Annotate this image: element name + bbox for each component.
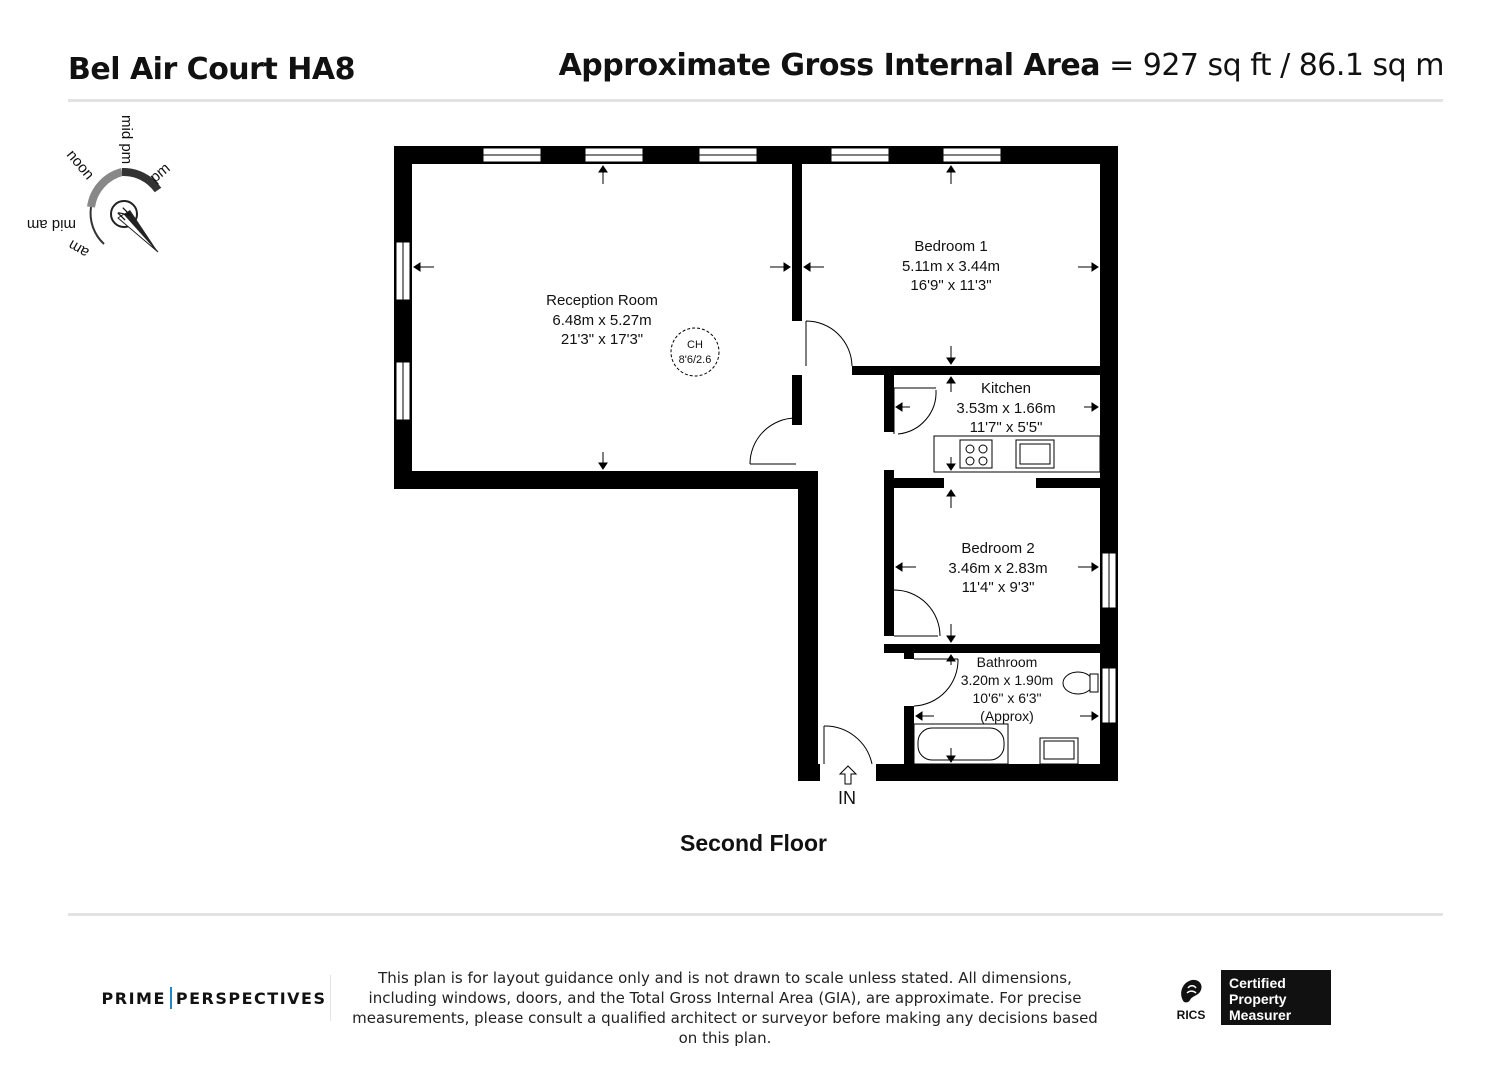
room-bathroom (961, 654, 1054, 724)
ceiling-height-marker (671, 328, 719, 376)
room-name: Bedroom 2 (961, 540, 1035, 557)
room-metric: 6.48m x 5.27m (552, 312, 652, 329)
certified-line: Measurer (1229, 1007, 1292, 1023)
brand-right: PERSPECTIVES (175, 988, 327, 1008)
room-name: Kitchen (980, 380, 1032, 397)
room-bedroom-1 (902, 238, 1000, 294)
brand-logo (98, 975, 331, 1021)
compass-label-am: am (65, 236, 92, 262)
gross-area-label: Approximate Gross Internal Area (558, 48, 1101, 83)
certified-line: Property (1229, 991, 1287, 1007)
property-title: Bel Air Court HA8 (68, 52, 355, 87)
room-note: (Approx) (980, 708, 1034, 724)
room-metric: 3.20m x 1.90m (960, 672, 1054, 688)
brand-separator (170, 987, 172, 1009)
certified-badge (1221, 970, 1331, 1025)
entrance-label: IN (838, 788, 856, 808)
toilet-icon (1063, 672, 1093, 694)
compass-label-pm: pm (146, 159, 174, 187)
room-name: Reception Room (546, 292, 658, 309)
doors (750, 321, 958, 764)
hob-icon (960, 440, 992, 468)
room-metric: 3.46m x 2.83m (948, 560, 1048, 577)
ceiling-height-label: CH (687, 339, 703, 351)
room-imperial: 21'3" x 17'3" (560, 331, 644, 348)
compass-north: N (114, 204, 135, 225)
rics-label: RICS (1176, 1008, 1206, 1022)
room-imperial: 16'9" x 11'3" (910, 277, 992, 294)
rics-logo (1166, 976, 1216, 1022)
room-bedroom-2 (948, 540, 1047, 596)
gross-area-value: = 927 sq ft / 86.1 sq m (1100, 48, 1444, 83)
compass-label-mid-am: mid am (26, 216, 76, 233)
certified-line: Certified (1229, 975, 1286, 991)
room-kitchen (956, 380, 1055, 436)
compass-label-noon: noon (62, 146, 98, 184)
room-name: Bedroom 1 (914, 238, 988, 255)
room-imperial: 11'7" x 5'5" (969, 419, 1043, 436)
footer-divider (68, 913, 1443, 916)
room-reception (546, 292, 658, 348)
floor-label: Second Floor (680, 830, 827, 856)
compass-icon (27, 115, 174, 261)
ceiling-height-value: 8'6/2.6 (678, 354, 712, 366)
brand-left: PRIME (101, 988, 166, 1008)
room-imperial: 10'6" x 6'3" (972, 690, 1042, 706)
room-imperial: 11'4" x 9'3" (961, 579, 1035, 596)
kitchen-fittings (934, 436, 1100, 472)
disclaimer: This plan is for layout guidance only and is not drawn to scale unless stated. All dimensions, including windows, doors, and the Total Gross Internal Area (GIA), are approximate. For precise measurements, please consult a qualified architect or surveyor before making any decisions based on this plan. (352, 969, 1098, 1047)
room-metric: 3.53m x 1.66m (956, 400, 1056, 417)
entry-arrow-icon (840, 766, 856, 784)
compass-label-mid-pm: mid pm (118, 115, 135, 165)
rics-emblem-icon (1166, 976, 1216, 1006)
room-metric: 5.11m x 3.44m (901, 258, 1001, 275)
room-name: Bathroom (976, 654, 1038, 670)
